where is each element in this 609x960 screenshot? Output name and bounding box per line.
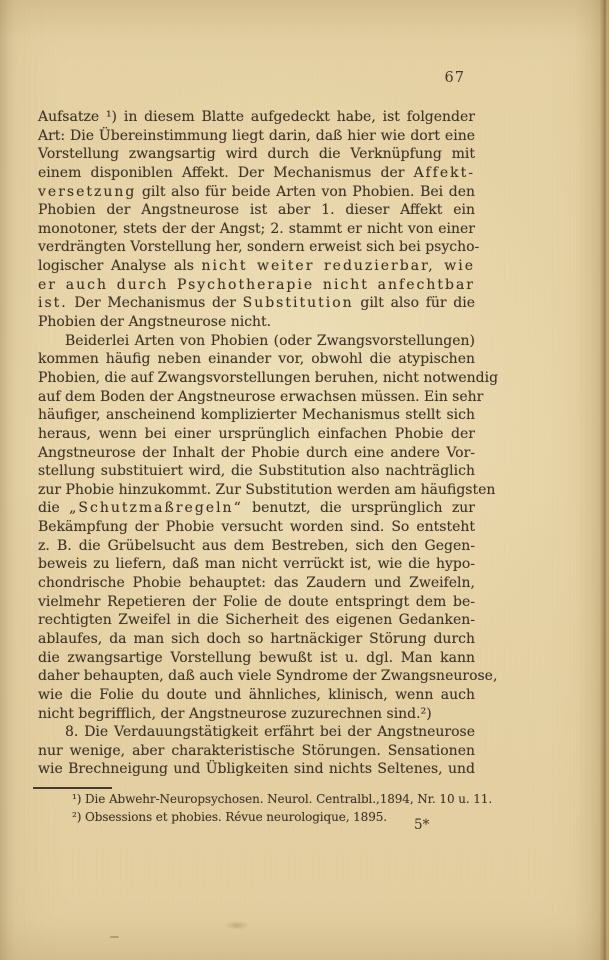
text-line	[38, 574, 475, 593]
text-line	[38, 164, 475, 183]
text-line	[38, 518, 475, 537]
body-text	[38, 108, 499, 779]
text-segment: chondrische Phobie behauptet: das Zaudern und Zweifeln,	[38, 575, 475, 592]
text-segment: kommen häufig neben einander vor, obwohl die atypischen	[38, 351, 475, 368]
text-line	[38, 257, 475, 276]
letterspaced-emphasis: er auch durch Psychotherapie nicht anfechtbar	[38, 276, 475, 293]
text-segment: die zwangsartige Vorstellung bewußt ist u. dgl. Man kann	[38, 649, 475, 666]
paper-speck	[110, 936, 119, 938]
text-segment: stellung substituiert wird, die Substitution also nachträglich	[38, 463, 475, 480]
signature-mark: 5*	[414, 817, 430, 833]
text-segment: nur wenige, aber charakteristische Störungen. Sensationen	[38, 742, 475, 759]
text-line	[38, 313, 475, 332]
text-line	[38, 667, 498, 686]
text-line	[38, 686, 475, 705]
text-line	[38, 499, 475, 518]
text-segment: Bekämpfung der Phobie versucht worden sind. So entsteht	[38, 519, 475, 536]
text-line	[38, 332, 475, 351]
text-line	[38, 369, 499, 388]
text-line	[38, 145, 475, 164]
text-line	[38, 760, 475, 779]
text-segment: einem disponiblen Affekt. Der Mechanismus der	[38, 164, 414, 181]
text-segment: Angstneurose der Inhalt der Phobie durch eine andere Vor-	[38, 444, 475, 461]
text-line	[38, 537, 475, 556]
text-segment: Phobien der Angstneurose ist aber 1. dieser Affekt ein	[38, 202, 475, 219]
letterspaced-emphasis: „Schutzmaßregeln“	[69, 500, 243, 517]
text-line	[38, 649, 475, 668]
text-line	[38, 294, 475, 313]
footnotes	[38, 791, 493, 826]
page-right-edge	[575, 0, 609, 960]
text-segment: wie die Folie du doute und ähnliches, klinisch, wenn auch	[38, 686, 475, 703]
page-left-edge-shading	[0, 0, 16, 960]
text-segment: Phobien der Angstneurose nicht.	[38, 314, 272, 331]
text-segment: zur Phobie hinzukommt. Zur Substitution werden am häufigsten	[38, 481, 496, 498]
text-line	[38, 481, 496, 500]
letterspaced-emphasis: Substitution	[242, 295, 354, 312]
text-line	[38, 127, 475, 146]
text-segment: Vorstellung zwangsartig wird durch die Verknüpfung mit	[38, 146, 475, 163]
text-segment: 8. Die Verdauungstätigkeit erfährt bei der Angstneurose	[65, 724, 475, 741]
footnote: ²) Obsessions et phobies. Révue neurologique, 1895.	[72, 809, 388, 824]
text-line	[38, 705, 475, 724]
text-line	[38, 406, 475, 425]
text-segment: Art: Die Übereinstimmung liegt darin, daß hier wie dort eine	[38, 127, 475, 144]
text-line	[38, 555, 475, 574]
text-segment: ablaufes, da man sich doch so hartnäckiger Störung durch	[38, 630, 475, 647]
text-line	[38, 388, 484, 407]
text-line	[38, 742, 475, 761]
footnote: ¹) Die Abwehr-Neuropsychosen. Neurol. Centralbl.,1894, Nr. 10 u. 11.	[72, 792, 493, 806]
text-segment: verdrängten Vorstellung her, sondern erweist sich bei psycho-	[38, 239, 480, 256]
text-segment: häufiger, anscheinend komplizierter Mechanismus stellt sich	[38, 407, 475, 424]
letterspaced-emphasis: Affekt-	[413, 164, 475, 181]
text-line	[38, 593, 475, 612]
text-segment: Phobien, die auf Zwangsvorstellungen beruhen, nicht notwendig	[38, 369, 499, 386]
text-segment: z. B. die Grübelsucht aus dem Bestreben, sich den Gegen-	[38, 537, 475, 554]
text-segment: daher behaupten, daß auch viele Syndrome der Zwangsneurose,	[38, 668, 498, 685]
text-segment: vielmehr Repetieren der Folie de doute entspringt dem be-	[38, 593, 475, 610]
text-line	[38, 108, 475, 127]
text-line	[38, 611, 475, 630]
text-segment: auf dem Boden der Angstneurose erwachsen müssen. Ein sehr	[38, 388, 484, 405]
text-segment: Aufsatze ¹) in diesem Blatte aufgedeckt habe, ist folgender	[38, 109, 475, 125]
text-segment: benutzt, die ursprünglich zur	[242, 500, 475, 517]
text-line	[38, 276, 475, 295]
page-number: 67	[444, 70, 465, 86]
text-segment: Beiderlei Arten von Phobien (oder Zwangsvorstellungen)	[65, 332, 475, 349]
text-line	[38, 201, 475, 220]
text-segment: die	[38, 500, 70, 517]
text-segment: monotoner, stets der der Angst; 2. stammt er nicht von einer	[38, 220, 475, 237]
letterspaced-emphasis: ist.	[38, 295, 68, 312]
text-segment: nicht begrifflich, der Angstneurose zuzurechnen sind.²)	[38, 705, 432, 722]
text-line	[38, 350, 475, 369]
text-segment: logischer Analyse als	[38, 258, 202, 275]
text-line	[38, 425, 475, 444]
text-segment: beweis zu liefern, daß man nicht verrückt ist, wie die hypo-	[38, 556, 475, 573]
footnote-separator-rule	[33, 787, 112, 789]
letterspaced-emphasis: nicht weiter reduzierbar, wie	[201, 258, 475, 275]
text-segment: wie Brechneigung und Übligkeiten sind nichts Seltenes, und	[38, 761, 475, 778]
text-line	[38, 238, 480, 257]
text-segment: Der Mechanismus der	[67, 295, 243, 312]
letterspaced-emphasis: versetzung	[38, 183, 137, 200]
text-line	[38, 183, 475, 202]
paper-smudge	[225, 921, 249, 930]
text-segment: heraus, wenn bei einer ursprünglich einfachen Phobie der	[38, 425, 475, 442]
text-segment: rechtigten Zweifel in die Sicherheit des eigenen Gedanken-	[38, 612, 475, 629]
text-line	[38, 462, 475, 481]
text-segment: gilt also für die	[353, 295, 475, 312]
text-line	[38, 630, 475, 649]
text-line	[38, 220, 475, 239]
text-segment: gilt also für beide Arten von Phobien. Bei den	[136, 183, 475, 200]
text-line	[38, 444, 475, 463]
text-line	[38, 723, 475, 742]
